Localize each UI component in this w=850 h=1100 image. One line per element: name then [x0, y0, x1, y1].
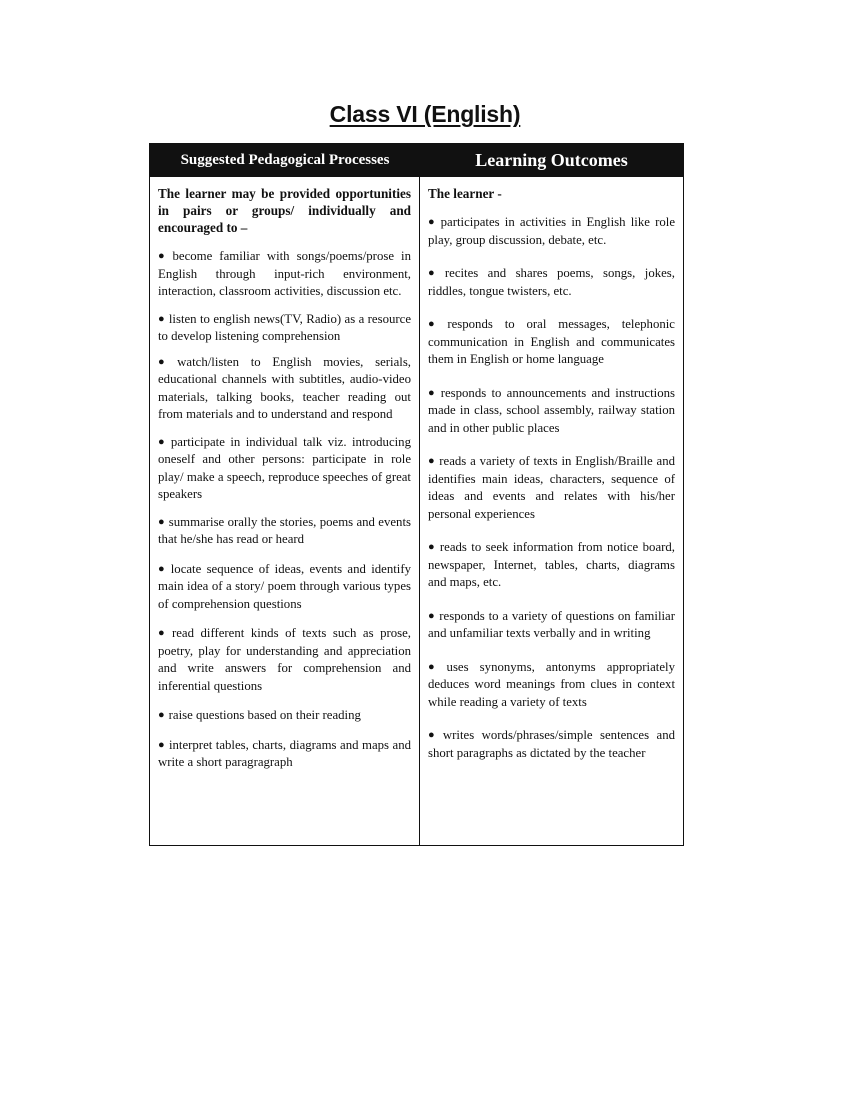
header-learning-outcomes: Learning Outcomes — [475, 150, 628, 170]
list-item — [428, 385, 675, 438]
list-item — [428, 214, 675, 249]
bullet-icon: ● — [158, 355, 174, 368]
bullet-icon: ● — [158, 562, 167, 575]
list-item-text: interpret tables, charts, diagrams and maps and write a short paragragraph — [158, 737, 411, 769]
list-item-text: recites and shares poems, songs, jokes, riddles, tongue twisters, etc. — [428, 266, 675, 298]
list-item-text: summarise orally the stories, poems and events that he/she has read or heard — [158, 514, 411, 546]
bullet-icon: ● — [428, 541, 436, 553]
bullet-icon: ● — [428, 318, 444, 330]
bullet-icon: ● — [158, 709, 165, 721]
bullet-icon: ● — [158, 435, 167, 448]
bullet-icon: ● — [428, 216, 437, 228]
learning-outcomes-column — [420, 177, 683, 845]
bullet-icon: ● — [428, 267, 441, 279]
list-item-text: raise questions based on their reading — [168, 708, 361, 722]
page-title: Class VI (English) — [329, 101, 521, 127]
list-item — [158, 707, 411, 725]
header-pedagogical-processes: Suggested Pedagogical Processes — [180, 152, 390, 168]
list-item-text: listen to english news(TV, Radio) as a resource to develop listening comprehension — [158, 311, 411, 343]
list-item — [428, 453, 675, 523]
list-item-text: responds to a variety of questions on familiar and unfamiliar texts verbally and in writing — [428, 608, 675, 640]
list-item — [428, 727, 675, 762]
bullet-icon: ● — [428, 609, 436, 622]
outcomes-intro: The learner - — [428, 186, 502, 201]
list-item — [428, 265, 675, 300]
list-item — [158, 354, 411, 424]
list-item — [158, 514, 411, 549]
bullet-icon: ● — [428, 660, 443, 673]
list-item-text: uses synonyms, antonyms appropriately deduces word meanings from clues in context while reading a variety of texts — [428, 659, 675, 709]
bullet-icon: ● — [158, 250, 169, 262]
bullet-icon: ● — [158, 627, 168, 639]
list-item — [158, 434, 411, 504]
table-body — [150, 177, 683, 845]
list-item-text: watch/listen to English movies, serials, educational channels with subtitles, audio-video materials, talking books, teacher reading out from materials and to understand and respond — [158, 354, 411, 421]
list-item — [158, 248, 411, 301]
list-item — [158, 737, 411, 772]
bullet-icon: ● — [158, 312, 165, 325]
bullet-icon: ● — [158, 515, 165, 528]
list-item-text: locate sequence of ideas, events and identify main idea of a story/ poem through various types of comprehension questions — [158, 561, 411, 611]
bullet-icon: ● — [428, 386, 437, 399]
list-item-text: participate in individual talk viz. introducing oneself and other persons: participate in role play/ make a speech, reproduce speeches of great speakers — [158, 434, 411, 501]
table-header-row — [150, 144, 683, 177]
list-item — [158, 311, 411, 346]
bullet-icon: ● — [158, 738, 165, 751]
list-item-text: participates in activities in English like role play, group discussion, debate, etc. — [428, 215, 675, 247]
list-item-text: reads a variety of texts in English/Braille and identifies main ideas, characters, sequence of ideas and events and relates with his/her personal experiences — [428, 454, 675, 521]
list-item — [428, 659, 675, 712]
list-item-text: writes words/phrases/simple sentences and short paragraphs as dictated by the teacher — [428, 728, 675, 760]
list-item — [158, 561, 411, 614]
list-item — [428, 608, 675, 643]
list-item — [428, 539, 675, 592]
pedagogical-processes-column — [150, 177, 420, 845]
list-item-text: responds to announcements and instructions made in class, school assembly, railway station and in other public places — [428, 385, 675, 435]
list-item — [428, 316, 675, 369]
list-item-text: become familiar with songs/poems/prose in English through input-rich environment, interaction, classroom activities, discussion etc. — [158, 249, 411, 298]
list-item-text: read different kinds of texts such as prose, poetry, play for understanding and appreciation and write answers for comprehension and inferential questions — [158, 626, 411, 693]
list-item — [158, 625, 411, 695]
bullet-icon: ● — [428, 729, 439, 741]
outcomes-table — [149, 143, 684, 846]
bullet-icon: ● — [428, 455, 436, 467]
list-item-text: reads to seek information from notice board, newspaper, Internet, tables, charts, diagrams and maps, etc. — [428, 540, 675, 589]
list-item-text: responds to oral messages, telephonic communication in English and communicates them in English or home language — [428, 317, 675, 366]
pedagogical-intro: The learner may be provided opportunities in pairs or groups/ individually and encouraged to – — [158, 186, 411, 235]
